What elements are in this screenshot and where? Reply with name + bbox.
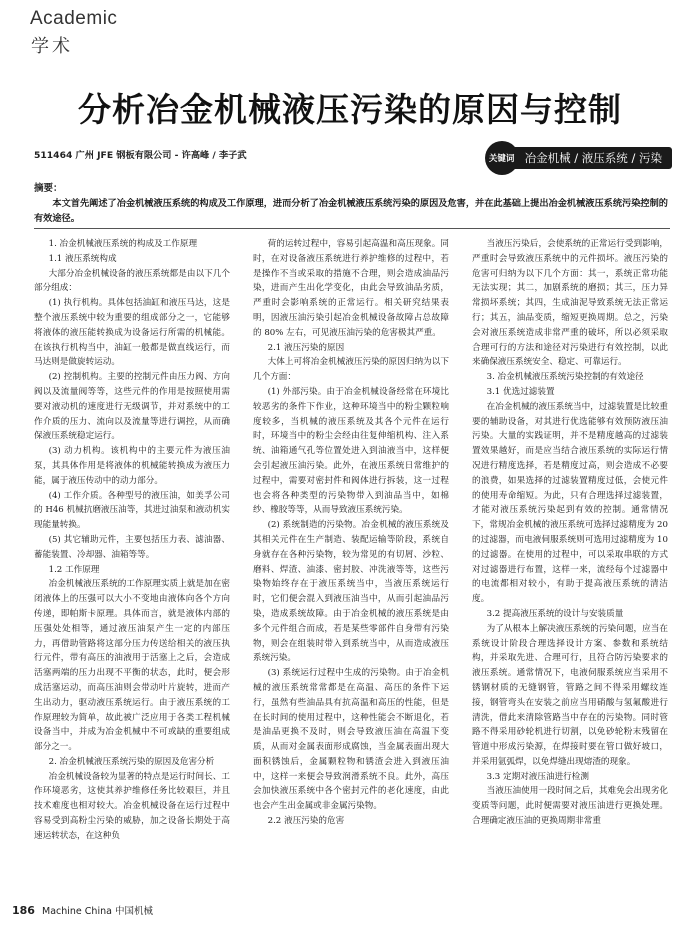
paragraph: (1) 外部污染。由于冶金机械设备经常在环境比较恶劣的条件下作业，这种环境当中的粉尘颗粒响度较多，当机械的液压系统及其各个元件在运行时，环境当中的粉尘会经由往复伸缩机构、注入系统、油箱通气孔等位置处进入到油液当中，这样便会引起液压油污染。此外，在液压系统日常维护的过程中，需要对密封件和阀体进行拆装，这一过程也会将各种类型的污染物带入到油品当中，如棉纱、橡胶等等，从而导致液压系统污染。 xyxy=(253,386,449,516)
paragraph: 当液压油使用一段时间之后，其难免会出现劣化变质等问题，此时便需要对液压油进行更换处理。合理确定液压油的更换周期非常重 xyxy=(472,786,668,827)
paragraph: 3.1 优选过滤装置 xyxy=(486,386,555,397)
paragraph: 2. 冶金机械液压系统污染的原因及危害分析 xyxy=(48,756,215,767)
paragraph: 大体上可将冶金机械液压污染的原因归纳为以下几个方面： xyxy=(253,357,449,383)
paragraph: 大部分冶金机械设备的液压系统都是由以下几个部分组成： xyxy=(34,268,230,294)
section-label-chinese: 学术 xyxy=(31,36,73,57)
paragraph: 1.2 工作原理 xyxy=(48,564,100,575)
paragraph: (2) 系统制造的污染物。冶金机械的液压系统及其相关元件在生产制造、装配运输等阶段，系统自身就存在各种污染物，较为常见的有切屑、沙粒、磨料、焊渣、油漆、密封胶、冲洗液等等，这些污染物始终存在于液压系统当中，当液压系统运行时，它们便会混入到液压油当中，从而引起油品污染，造成系统故障。由于冶金机械的液压系统是由多个元件组合而成，若是某些零部件自身带有污染物，则会在组装时带入到系统当中，从而造成液压系统污染。 xyxy=(253,520,449,664)
divider xyxy=(34,228,670,229)
paragraph: 冶金机械液压系统的工作原理实质上就是加在密闭液体上的压强可以大小不变地由液体向各个方向传递，即帕斯卡原理。具体而言，就是液体内部的压强处处相等，通过液压油泵产生一定的内部压力，再借助管路将这部分压力传送给相关的液压执行元件，带有高压的油液用于活塞上之后，会造成活塞两端的压力出现不平衡的状态，此时，便会形成活塞运动，而高压油则会带动叶片旋转，进而产生出动力，驱动液压系统运行。由于液压系统的工作原理较为简单，故此被广泛应用于各类工程机械设备当中，并成为冶金机械中不可或缺的重要组成部分之一。 xyxy=(34,579,230,753)
page-footer xyxy=(12,903,153,917)
paragraph: (2) 控制机构。主要的控制元件由压力阀、方向阀以及流量阀等等，这些元件的作用是按照使用需要对液动机的速度进行无级调节，并对系统中的工作介质的压力、流向以及流量等进行调控，从而确保液压系统稳定运行。 xyxy=(34,372,230,442)
keywords-text: 冶金机械 / 液压系统 / 污染 xyxy=(511,147,672,169)
paragraph: 在冶金机械的液压系统当中，过滤装置是比较重要的辅助设备，对其进行优选能够有效预防液压油污染。大量的实践证明，并不是精度越高的过滤装置效果越好，而是应当结合液压系统的实际运行情况进行精度选择，若是精度过高，则会造成不必要的浪费，如果选择的过滤装置精度过低，会使元件的使用寿命缩短。为此，只有合理选择过滤装置，才能对液压系统污染起到有效的控制。通常情况下，常规冶金机械的液压系统可选择过滤精度为 20 的过滤器，而电液伺服系统则可选用过滤精度为 10 的过滤器。在使用的过程中，可以采取串联的方式对过滤器进行布置，这样一来，流经每个过滤器中的电流都相对较小，有助于提高液压系统的清洁度。 xyxy=(472,401,668,605)
abstract-text: 本文首先阐述了冶金机械液压系统的构成及工作原理，进而分析了冶金机械液压系统污染的原因及危害，并在此基础上提出冶金机械液压系统污染控制的有效途径。 xyxy=(34,198,668,224)
keywords-badge: 关键词 xyxy=(485,141,519,175)
body-column-1 xyxy=(34,237,230,844)
keywords-box xyxy=(485,141,672,175)
paragraph: 1.1 液压系统构成 xyxy=(48,253,117,264)
paragraph: 2.2 液压污染的危害 xyxy=(267,816,345,827)
abstract-label: 摘要： xyxy=(34,183,63,194)
body-column-3 xyxy=(472,237,668,829)
paragraph: (3) 动力机构。该机构中的主要元件为液压油泵，其具体作用是将液体的机械能转换成为液压力能，属于液压传动中的动力部分。 xyxy=(34,446,230,486)
paragraph: 2.1 液压污染的原因 xyxy=(267,342,345,353)
author-affiliation: 511464 广州 JFE 钢板有限公司 - 许高峰 / 李子武 xyxy=(34,150,247,161)
paragraph: 为了从根本上解决液压系统的污染问题，应当在系统设计阶段合理选择设计方案、参数和系统结构，并采取先进、合理可行，且符合防污染要求的液压系统。通常情况下，电液伺服系统应当采用不锈钢材质的无缝钢管，管路之间不得采用螺纹连接，钢管弯头在安装之前应当用硝酸与氢氟酸进行清洗，借此来清除管路当中存在的污染物。同时管路不得采用砂轮机进行切割，以免砂轮粉末残留在管道中形成污染源，在焊接时要在管口做好坡口，并采用氩弧焊，以免焊缝出现熔渣的现象。 xyxy=(472,623,668,767)
article-title: 分析冶金机械液压污染的原因与控制 xyxy=(78,90,622,129)
journal-name: Machine China 中国机械 xyxy=(42,906,153,917)
paragraph: 冶金机械设备较为显著的特点是运行时间长、工作环境恶劣，这使其养护维修任务比较艰巨，并且技术难度也相对较大。冶金机械设备在运行过程中容易受到高粉尘污染的威胁，加之设备长期处于高速运转状态，在这种负 xyxy=(34,771,230,841)
paragraph: 3.3 定期对液压油进行检测 xyxy=(486,771,589,782)
paragraph: 3.2 提高液压系统的设计与安装质量 xyxy=(486,608,624,619)
paragraph: (5) 其它辅助元件，主要包括压力表、滤油器、蓄能装置、冷却器、油箱等等。 xyxy=(34,534,230,560)
paragraph: (4) 工作介质。各种型号的液压油，如美孚公司的 H46 机械抗磨液压油等，其进过油泵和液动机实现能量转换。 xyxy=(34,490,230,531)
paragraph: (1) 执行机构。具体包括油缸和液压马达，这是整个液压系统中较为重要的组成部分之一，它能够将液体的液压能转换成为设备运行所需的机械能。在该执行机构当中，油缸一般都是做直线运行，而马达则是做旋转运动。 xyxy=(34,298,230,368)
page-number: 186 xyxy=(12,904,35,917)
section-label-english: Academic xyxy=(30,8,118,29)
paragraph: 荷的运转过程中，容易引起高温和高压现象。同时，在对设备液压系统进行养护维修的过程中，若是操作不当或采取的措施不合理，则会造成油品污染，进而产生出化学变化，由此会导致油品劣质，严重时会影响系统的正常运行。相关研究结果表明，因液压油污染引起冶金机械设备故障占总故障的 80% 左右，可见液压油污染的危害极其严重。 xyxy=(253,239,449,338)
paragraph: 1. 冶金机械液压系统的构成及工作原理 xyxy=(48,239,198,249)
paragraph: 当液压污染后，会使系统的正常运行受到影响，严重时会导致液压系统中的元件损坏。液压污染的危害可归纳为以下几个方面：其一，系统正常功能无法实现；其二，加剧系统的磨损；其三，压力异常损坏系统；其四，生成油泥导致系统无法正常运行；其五，油品变质，缩短更换周期。总之，污染会对液压系统造成非常严重的破坏，所以必须采取合理可行的方法和途径对污染进行有效控制，以此来确保液压系统安全、稳定、可靠运行。 xyxy=(472,239,668,368)
paragraph: (3) 系统运行过程中生成的污染物。由于冶金机械的液压系统常常都是在高温、高压的条件下运行，虽然有些油品具有抗高温和高压的性能，但是在长时间的使用过程中，这种性能会不断退化，若是油品更换不及时，则会导致液压油在高温下变质，从而对金属表面形成腐蚀，当金属表面出现大面积锈蚀后，金属颗粒物和锈渣会进入到液压油中，这样一来便会导致润滑系统不良。此外，高压会加快液压系统中各个密封元件的老化速度，由此也会产生出金属或非金属污染物。 xyxy=(253,668,449,812)
body-column-2 xyxy=(253,237,449,829)
paragraph: 3. 冶金机械液压系统污染控制的有效途径 xyxy=(486,372,644,383)
